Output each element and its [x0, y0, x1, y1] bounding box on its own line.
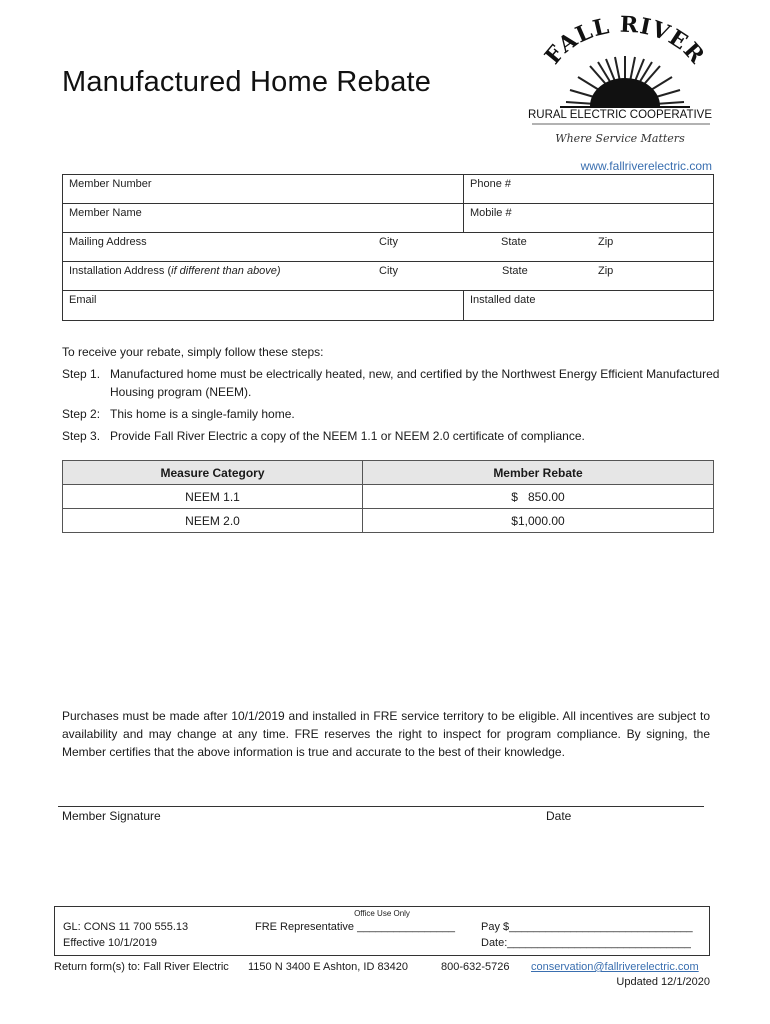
page-title: Manufactured Home Rebate: [62, 66, 432, 98]
website-link[interactable]: www.fallriverelectric.com: [580, 159, 712, 173]
installation-address-label: Installation Address (: [69, 265, 172, 277]
contact-email-link[interactable]: conservation@fallriverelectric.com: [531, 961, 699, 973]
contact-phone: 800-632-5726: [441, 961, 510, 973]
phone-label: Phone #: [470, 178, 511, 190]
member-rebate-header: Member Rebate: [363, 461, 714, 485]
office-use-title: Office Use Only: [354, 909, 410, 918]
step-item: [62, 427, 722, 445]
return-address: 1150 N 3400 E Ashton, ID 83420: [248, 961, 409, 973]
pay-field[interactable]: Pay $______________________________: [481, 921, 693, 933]
logo-graphic: [520, 12, 720, 154]
email-label: Email: [69, 294, 97, 306]
effective-date: Effective 10/1/2019: [63, 937, 157, 949]
steps-intro: To receive your rebate, simply follow these steps:: [62, 345, 324, 359]
mobile-field[interactable]: [464, 204, 714, 233]
mailing-city-label: City: [379, 236, 398, 248]
step-text: This home is a single-family home.: [110, 407, 295, 421]
mailing-zip-label: Zip: [598, 236, 614, 248]
return-label: Return form(s) to: Fall River Electric: [54, 961, 229, 973]
logo-tagline: Where Service Matters: [555, 132, 685, 145]
member-number-field[interactable]: [63, 175, 464, 204]
mailing-address-field[interactable]: [63, 233, 714, 262]
installation-address-field[interactable]: [63, 262, 714, 291]
member-info-form: [62, 174, 714, 321]
installation-zip-label: Zip: [598, 265, 614, 277]
rebate-table: [62, 460, 714, 533]
office-date-field[interactable]: Date:______________________________: [481, 937, 691, 949]
member-name-field[interactable]: [63, 204, 464, 233]
office-use-box: [54, 906, 710, 956]
member-number-label: Member Number: [69, 178, 152, 190]
installation-address-note: if different than above): [171, 265, 281, 277]
gl-code: GL: CONS 11 700 555.13: [63, 921, 189, 933]
signature-line[interactable]: [58, 806, 704, 807]
installed-date-field[interactable]: [464, 291, 714, 321]
table-row: [63, 509, 714, 533]
step-number: Step 2:: [62, 407, 101, 421]
updated-date: Updated 12/1/2020: [616, 976, 710, 988]
installation-city-label: City: [379, 265, 398, 277]
mobile-label: Mobile #: [470, 207, 512, 219]
rebate-cell: $ 850.00: [363, 485, 714, 509]
step-text: Provide Fall River Electric a copy of the NEEM 1.1 or NEEM 2.0 certificate of compliance.: [110, 429, 585, 443]
member-name-label: Member Name: [69, 207, 142, 219]
step-number: Step 1.: [62, 367, 101, 381]
rebate-cell: $1,000.00: [363, 509, 714, 533]
installed-date-label: Installed date: [470, 294, 536, 306]
installation-state-label: State: [502, 265, 528, 277]
email-field[interactable]: [63, 291, 464, 321]
mailing-address-label: Mailing Address: [69, 236, 147, 248]
step-text: Manufactured home must be electrically heated, new, and certified by the Northwest Energy Efficient Manufactured Housing program (NEEM).: [110, 367, 720, 399]
step-item: [62, 365, 722, 401]
measure-category-header: Measure Category: [63, 461, 363, 485]
member-signature-label: Member Signature: [62, 809, 161, 823]
table-row: [63, 485, 714, 509]
step-number: Step 3.: [62, 429, 101, 443]
measure-cell: NEEM 1.1: [63, 485, 363, 509]
fre-representative-field[interactable]: FRE Representative ________________: [255, 921, 455, 933]
measure-cell: NEEM 2.0: [63, 509, 363, 533]
step-item: [62, 405, 722, 423]
logo-arc-text: FALL RIVER: [539, 12, 711, 70]
signature-date-label: Date: [546, 809, 572, 823]
phone-field[interactable]: [464, 175, 714, 204]
logo-org-name: RURAL ELECTRIC COOPERATIVE: [527, 109, 713, 121]
steps-section: [62, 343, 722, 445]
mailing-state-label: State: [501, 236, 527, 248]
eligibility-disclaimer: Purchases must be made after 10/1/2019 and installed in FRE service territory to be eligible. All incentives are subject to availability and may change at any time. FRE reserves the right to inspect for program compliance. By signing, the Member certifies that the above information is true and accurate to the best of their knowledge.: [62, 709, 710, 759]
fall-river-logo: [520, 12, 720, 154]
